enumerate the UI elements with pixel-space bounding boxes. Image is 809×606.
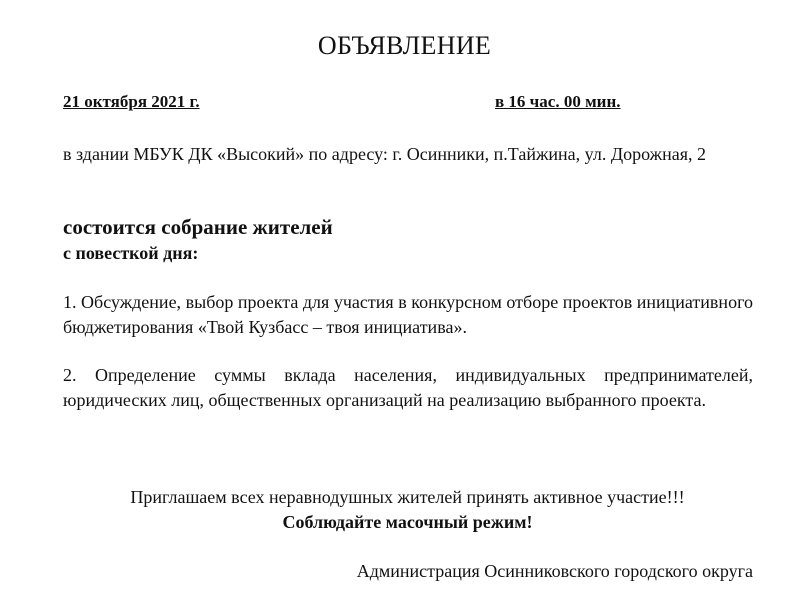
agenda-heading: с повесткой дня: (63, 243, 199, 263)
meeting-time: в 16 час. 00 мин. (495, 92, 621, 111)
agenda-item: 2. Определение суммы вклада населения, индивидуальных предпринимателей, юридических лиц, общественных организаций на реализацию выбранного проекта. (63, 365, 753, 410)
meeting-date: 21 октября 2021 г. (63, 92, 200, 111)
mask-notice: Соблюдайте масочный режим! (282, 512, 533, 532)
signature: Администрация Осинниковского городского округа (356, 561, 753, 581)
meeting-heading: состоится собрание жителей (63, 215, 333, 239)
page-title: ОБЪЯВЛЕНИЕ (317, 31, 492, 60)
meeting-address: в здании МБУК ДК «Высокий» по адресу: г. Осинники, п.Тайжина, ул. Дорожная, 2 (63, 144, 707, 164)
invitation-text: Приглашаем всех неравнодушных жителей принять активное участие!!! (130, 487, 685, 507)
agenda-item: 1. Обсуждение, выбор проекта для участия в конкурсном отборе проектов инициативного бюджетирования «Твой Кузбасс – твоя инициатива». (63, 292, 753, 337)
